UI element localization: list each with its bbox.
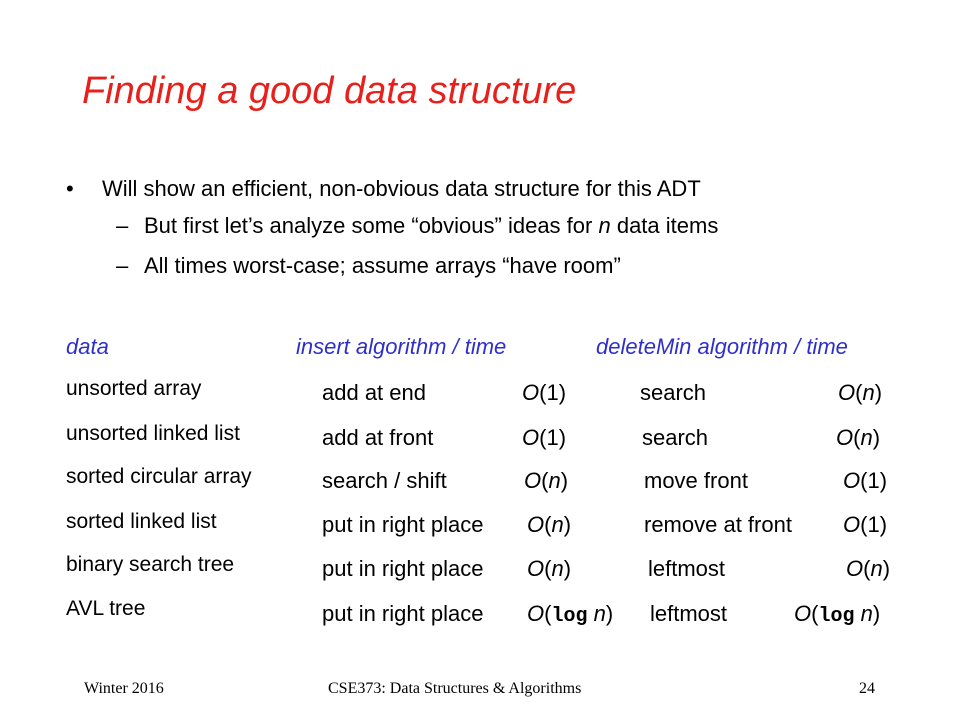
- insert-algorithm: put in right place: [322, 601, 484, 626]
- insert-algorithm: add at front: [322, 425, 434, 450]
- paren: (: [544, 556, 552, 581]
- delete-algorithm: leftmost: [650, 601, 728, 626]
- delete-algorithm: move front: [644, 468, 748, 493]
- complexity-arg: 1: [546, 425, 559, 450]
- delete-algorithm: search: [642, 425, 709, 450]
- page-number: 24: [859, 680, 875, 697]
- delete-algorithm: search: [640, 380, 707, 405]
- complexity-arg: n: [551, 512, 564, 537]
- paren: ): [872, 601, 881, 626]
- insert-time: [527, 512, 571, 538]
- subbullet-text: All times worst-case; assume arrays “have room”: [144, 253, 621, 278]
- paren: ): [872, 425, 881, 450]
- complexity-arg: 1: [546, 380, 559, 405]
- insert-time: [524, 468, 568, 494]
- big-o: O: [522, 425, 540, 450]
- footer-course: CSE373: Data Structures & Algorithms: [328, 680, 582, 697]
- row-label: unsorted linked list: [66, 422, 240, 445]
- paren: (: [855, 380, 863, 405]
- subbullet-marker: –: [116, 213, 129, 238]
- insert-algorithm: put in right place: [322, 512, 484, 537]
- paren: ): [563, 512, 572, 537]
- bullet-text: Will show an efficient, non-obvious data structure for this ADT: [102, 176, 701, 201]
- bullet-marker: •: [66, 176, 74, 201]
- paren: (: [863, 556, 871, 581]
- paren: ): [605, 601, 614, 626]
- big-o: O: [838, 380, 856, 405]
- insert-time: [527, 601, 613, 628]
- paren: ): [882, 556, 891, 581]
- paren: ): [563, 556, 572, 581]
- delete-algorithm: remove at front: [644, 512, 792, 537]
- big-o: O: [846, 556, 864, 581]
- paren: ): [879, 468, 888, 493]
- row-label: sorted linked list: [66, 510, 217, 533]
- big-o: O: [524, 468, 542, 493]
- log-text: log: [818, 605, 855, 628]
- complexity-arg: n: [870, 556, 883, 581]
- complexity-arg: n: [593, 601, 606, 626]
- complexity-arg: n: [548, 468, 561, 493]
- big-o: O: [836, 425, 854, 450]
- column-header-insert: insert algorithm / time: [296, 334, 507, 359]
- row-label: AVL tree: [66, 597, 146, 620]
- big-o: O: [527, 556, 545, 581]
- row-label: binary search tree: [66, 553, 235, 576]
- insert-algorithm: search / shift: [322, 468, 447, 493]
- complexity-arg: n: [860, 425, 873, 450]
- paren: (: [544, 601, 552, 626]
- big-o: O: [843, 512, 861, 537]
- complexity-arg: 1: [867, 512, 880, 537]
- big-o: O: [522, 380, 540, 405]
- variable-n: n: [598, 213, 611, 238]
- subbullet-text: [144, 213, 718, 239]
- insert-algorithm: put in right place: [322, 556, 484, 581]
- complexity-arg: n: [860, 601, 873, 626]
- subbullet-marker: –: [116, 253, 129, 278]
- column-header-delete: deleteMin algorithm / time: [596, 334, 848, 359]
- paren: (: [853, 425, 861, 450]
- paren: ): [560, 468, 569, 493]
- insert-algorithm: add at end: [322, 380, 426, 405]
- subbullet-text-part: data items: [610, 213, 719, 238]
- big-o: O: [527, 512, 545, 537]
- paren: (: [860, 468, 868, 493]
- row-label: sorted circular array: [66, 465, 252, 488]
- paren: ): [558, 425, 567, 450]
- delete-time: [794, 601, 880, 628]
- paren: (: [860, 512, 868, 537]
- delete-time: [838, 380, 882, 406]
- paren: ): [879, 512, 888, 537]
- log-text: log: [551, 605, 588, 628]
- complexity-arg: n: [551, 556, 564, 581]
- complexity-arg: 1: [867, 468, 880, 493]
- big-o: O: [843, 468, 861, 493]
- insert-time: [522, 425, 566, 451]
- paren: (: [811, 601, 819, 626]
- delete-time: [843, 468, 887, 494]
- paren: ): [558, 380, 567, 405]
- insert-time: [522, 380, 566, 406]
- paren: (: [539, 380, 547, 405]
- complexity-arg: n: [862, 380, 875, 405]
- delete-time: [843, 512, 887, 538]
- paren: (: [541, 468, 549, 493]
- row-label: unsorted array: [66, 377, 202, 400]
- paren: (: [544, 512, 552, 537]
- insert-time: [527, 556, 571, 582]
- column-header-data: data: [66, 334, 109, 359]
- slide-title: Finding a good data structure: [82, 70, 577, 112]
- footer-term: Winter 2016: [84, 680, 164, 697]
- delete-time: [836, 425, 880, 451]
- big-o: O: [527, 601, 545, 626]
- delete-algorithm: leftmost: [648, 556, 726, 581]
- big-o: O: [794, 601, 812, 626]
- delete-time: [846, 556, 890, 582]
- paren: ): [874, 380, 883, 405]
- paren: (: [539, 425, 547, 450]
- subbullet-text-part: But first let’s analyze some “obvious” ideas for: [144, 213, 599, 238]
